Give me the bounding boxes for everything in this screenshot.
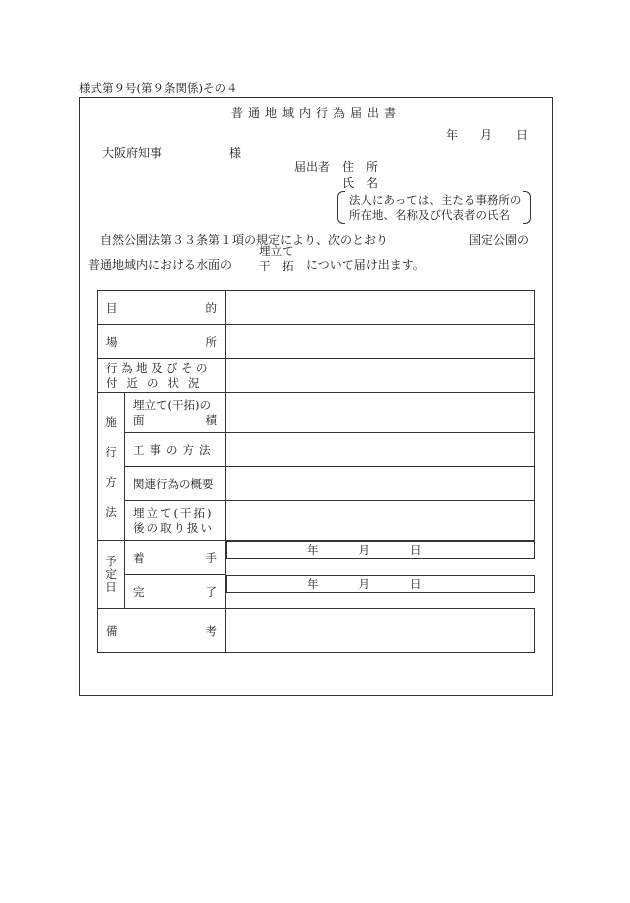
schedule-group-label [98,541,125,609]
corporate-note-line2: 所在地、名称及び代表者の氏名 [349,208,510,222]
finish-date-value[interactable] [226,575,535,593]
remarks-value[interactable] [226,609,535,653]
form-title: 普通地域内行為届出書 [230,106,401,120]
place-label-cell [98,325,226,359]
after-label-line1: 埋立て(干拓) [133,505,214,520]
table-row [98,325,535,359]
after-value[interactable] [226,501,535,541]
remarks-label-cell [98,609,226,653]
date-year: 年 [446,128,459,142]
body-line1-suffix: 国定公園の [469,233,530,247]
table-row [98,433,535,467]
schedule-char1: 予 [105,554,117,568]
area-label-line2 [133,413,217,428]
start-date-value[interactable] [226,541,535,559]
purpose-label-cell [98,291,226,325]
table-row [98,609,535,653]
start-label-char1: 着 [133,550,145,565]
notifier-label: 届出者 [294,160,331,174]
site-label-line2: 付近の状況 [106,375,209,390]
finish-year-unit: 年 [307,576,319,591]
body-option-landfill: 埋立て [259,244,294,258]
notification-table [97,290,535,653]
place-label-char2: 所 [205,334,217,349]
body-option-reclamation: 干 拓 [259,259,294,273]
related-value[interactable] [226,467,535,501]
site-value[interactable] [226,359,535,393]
start-label-cell [125,541,226,575]
method-group-label [98,393,125,541]
site-label-cell [98,359,226,393]
body-line2-prefix: 普通地域内における水面の [88,258,233,272]
area-value[interactable] [226,393,535,433]
construction-value[interactable] [226,433,535,467]
table-row [98,467,535,501]
method-char3: 方 [105,474,117,489]
table-row [98,541,535,575]
start-label [133,550,217,566]
area-label-char2: 積 [205,412,217,427]
place-value[interactable] [226,325,535,359]
finish-day-unit: 日 [410,576,422,591]
after-label-line2: 後の取り扱い [133,520,214,535]
table-row [98,575,535,609]
area-label-char1: 面 [133,412,145,427]
related-label: 関連行為の概要 [125,467,226,501]
start-label-char2: 手 [205,550,217,565]
notifier-name-label: 氏 名 [342,176,379,190]
method-char2: 行 [105,444,117,459]
body-line1-prefix: 自然公園法第３３条第１項の規定により、次のとおり [100,233,389,247]
body-line2-suffix: について届け出ます。 [306,258,425,272]
date-month: 月 [480,128,493,142]
purpose-value[interactable] [226,291,535,325]
body-option-stack [259,244,294,274]
purpose-label-char2: 的 [205,300,217,315]
finish-label-char2: 了 [205,584,217,599]
notifier-address-label: 住 所 [342,160,379,174]
corporate-note [337,191,531,224]
finish-label-char1: 完 [133,584,145,599]
table-row [98,359,535,393]
purpose-label [106,300,217,316]
addressee-honorific: 様 [229,146,242,160]
finish-label [133,584,217,600]
table-row [98,291,535,325]
method-char4: 法 [105,504,117,519]
place-label [106,334,217,350]
place-label-char1: 場 [106,334,118,349]
method-char1: 施 [105,414,117,429]
date-day: 日 [516,128,529,142]
finish-label-cell [125,575,226,609]
purpose-label-char1: 目 [106,300,118,315]
schedule-char3: 日 [105,580,117,594]
schedule-char2: 定 [105,567,117,581]
remarks-label [106,623,217,639]
start-day-unit: 日 [410,543,422,557]
construction-label: 工事の方法 [125,433,226,467]
remarks-label-char2: 考 [205,623,217,638]
start-year-unit: 年 [307,543,319,557]
corporate-note-line1: 法人にあっては、主たる事務所の [349,193,522,207]
form-number: 様式第９号(第９条関係)その４ [79,81,238,95]
site-label-line1: 行為地及びその [106,360,211,375]
addressee-name: 大阪府知事 [102,146,163,160]
table-row [98,393,535,433]
remarks-label-char1: 備 [106,623,118,638]
area-label-line1: 埋立て(干拓)の [133,397,211,412]
area-label-cell [125,393,226,433]
start-month-unit: 月 [358,543,370,557]
after-label-cell [125,501,226,541]
table-row [98,501,535,541]
finish-month-unit: 月 [358,576,370,591]
